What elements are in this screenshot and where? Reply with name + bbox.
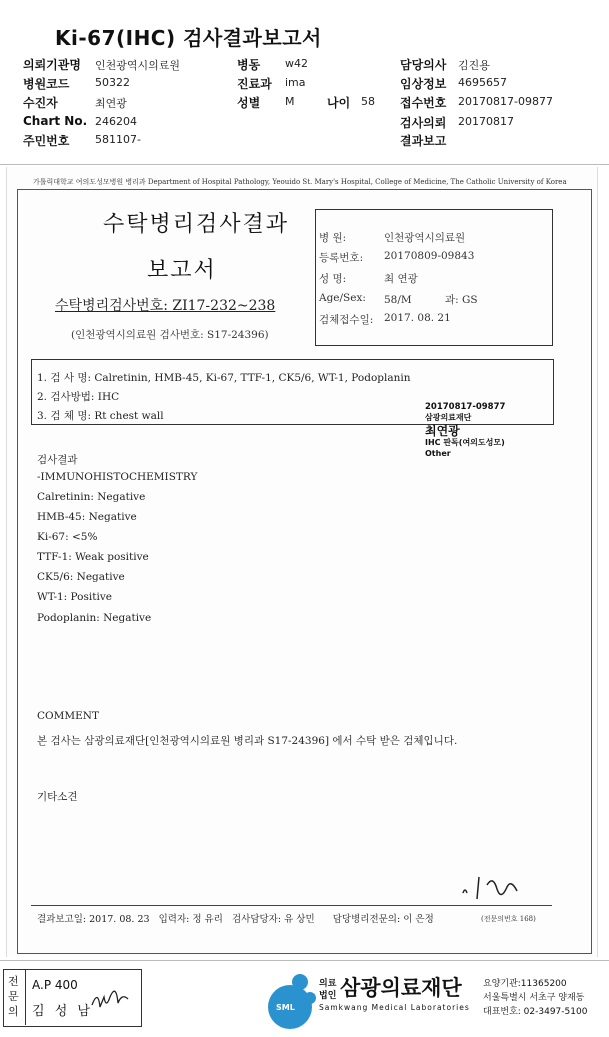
patient-name-value: 최 연광 [384,273,418,285]
expert-label: 전문의 [8,975,19,1018]
patient-hospital-value: 인천광역시의료원 [384,232,466,244]
value-chart-no: 246204 [95,115,137,128]
expert-label-cell [3,969,26,1025]
report-title-ko-2: 보고서 [147,258,217,283]
value-sex: M [285,95,295,108]
label-age: 나이 [327,96,351,110]
patient-reg-label: 등록번호: [319,252,364,264]
test-item-method: 2. 검사방법: IHC [37,391,120,403]
footer-divider [0,960,609,961]
other-findings-title: 기타소견 [37,791,78,803]
result-wt1: WT-1: Positive [37,591,112,603]
label-request: 검사의뢰 [400,116,447,130]
patient-receipt-value: 2017. 08. 21 [384,312,451,324]
value-patient: 최연광 [95,97,127,110]
org-address: 서울특별시 서초구 양재동 [483,993,585,1003]
stamp-org: 삼광의료재단 [425,413,472,422]
result-hmb45: HMB-45: Negative [37,511,137,523]
corp-label-2: 법인 [319,991,337,1001]
value-institution: 인천광역시의료원 [95,59,181,72]
logo-circle-1 [292,974,308,990]
value-resident-no: 581107- [95,133,141,146]
comment-title: COMMENT [37,710,100,722]
result-podoplanin: Podoplanin: Negative [37,612,152,624]
label-sex: 성별 [237,96,261,110]
test-item-name: 1. 검 사 명: Calretinin, HMB-45, Ki-67, TTF-1, CK5/6, WT-1, Podoplanin [37,372,411,384]
label-department: 진료과 [237,77,272,91]
value-department: ima [285,76,306,89]
label-patient: 수진자 [23,96,58,110]
results-title: 검사결과 [37,454,78,466]
results-subtitle: -IMMUNOHISTOCHEMISTRY [37,471,198,483]
report-title-ko: 수탁병리검사결과 [103,212,290,237]
label-resident-no: 주민번호 [23,134,70,148]
value-request: 20170817 [458,115,514,128]
logo-circle-2 [304,992,316,1004]
stamp-patient: 최연광 [425,424,460,438]
label-result-report: 결과보고 [400,134,447,148]
scanned-report [6,167,598,957]
result-ttf1: TTF-1: Weak positive [37,551,149,563]
sub-accession-number: (인천광역시의료원 검사번호: S17-24396) [71,329,269,341]
label-institution: 의뢰기관명 [23,58,81,72]
logo-text: SML [276,1003,295,1012]
comment-text: 본 검사는 삼광의료재단[인천광역시의료원 병리과 S17-24396] 에서 수탁 받은 검체입니다. [37,735,458,747]
patient-hospital-label: 병 원: [319,232,347,244]
pathologist-license: (전문의번호 168) [481,915,536,923]
value-receipt-no: 20170817-09877 [458,95,553,108]
value-age: 58 [361,95,375,108]
test-item-specimen: 3. 검 체 명: Rt chest wall [37,410,164,422]
label-clinical-info: 임상정보 [400,77,447,91]
stamp-test: IHC 판독(여의도성모) [425,438,505,447]
value-doctor: 김진용 [458,59,490,72]
corp-label-1: 의료 [319,979,337,989]
label-ward: 병동 [237,58,261,72]
pathologist-signature [457,865,532,905]
label-receipt-no: 접수번호 [400,96,447,110]
result-ki67: Ki-67: <5% [37,531,98,543]
patient-name-label: 성 명: [319,273,347,285]
result-calretinin: Calretinin: Negative [37,491,146,503]
org-name: 삼광의료재단 [340,976,462,1000]
value-ward: w42 [285,57,308,70]
label-doctor: 담당의사 [400,58,447,72]
label-chart-no: Chart No. [23,114,88,128]
accession-number: 수탁병리검사번호: ZI17-232~238 [55,298,276,314]
header-divider [0,164,609,165]
institution-code: 요양기관:11365200 [483,979,567,989]
bottom-rule [31,905,552,906]
expert-code: A.P 400 [32,978,78,992]
patient-agesex-label: Age/Sex: [319,292,366,304]
stamp-receipt-no: 20170817-09877 [425,402,506,412]
label-hospital-code: 병원코드 [23,77,70,91]
hospital-dept-line: 가톨릭대학교 여의도성모병원 병리과 Department of Hospital Pathology, Yeouido St. Mary's Hospital, College of Medicine, The Catholic University of Korea [33,178,567,186]
org-phone: 대표번호: 02-3497-5100 [483,1007,588,1017]
expert-signature [88,985,136,1017]
patient-agesex-value: 58/M 과: GS [384,294,478,306]
value-hospital-code: 50322 [95,76,130,89]
result-ck56: CK5/6: Negative [37,571,125,583]
value-clinical-info: 4695657 [458,76,507,89]
stamp-category: Other [425,449,451,458]
patient-receipt-label: 검체접수일: [319,314,374,326]
report-title: Ki-67(IHC) 검사결과보고서 [55,26,322,50]
report-footer-line: 결과보고일: 2017. 08. 23 입력자: 정 유리 검사담당자: 유 상민 담당병리전문의: 이 은정 [37,914,434,925]
patient-reg-value: 20170809-09843 [384,250,475,262]
org-name-en: Samkwang Medical Laboratories [319,1003,470,1012]
expert-name: 김 성 남 [32,1004,93,1019]
